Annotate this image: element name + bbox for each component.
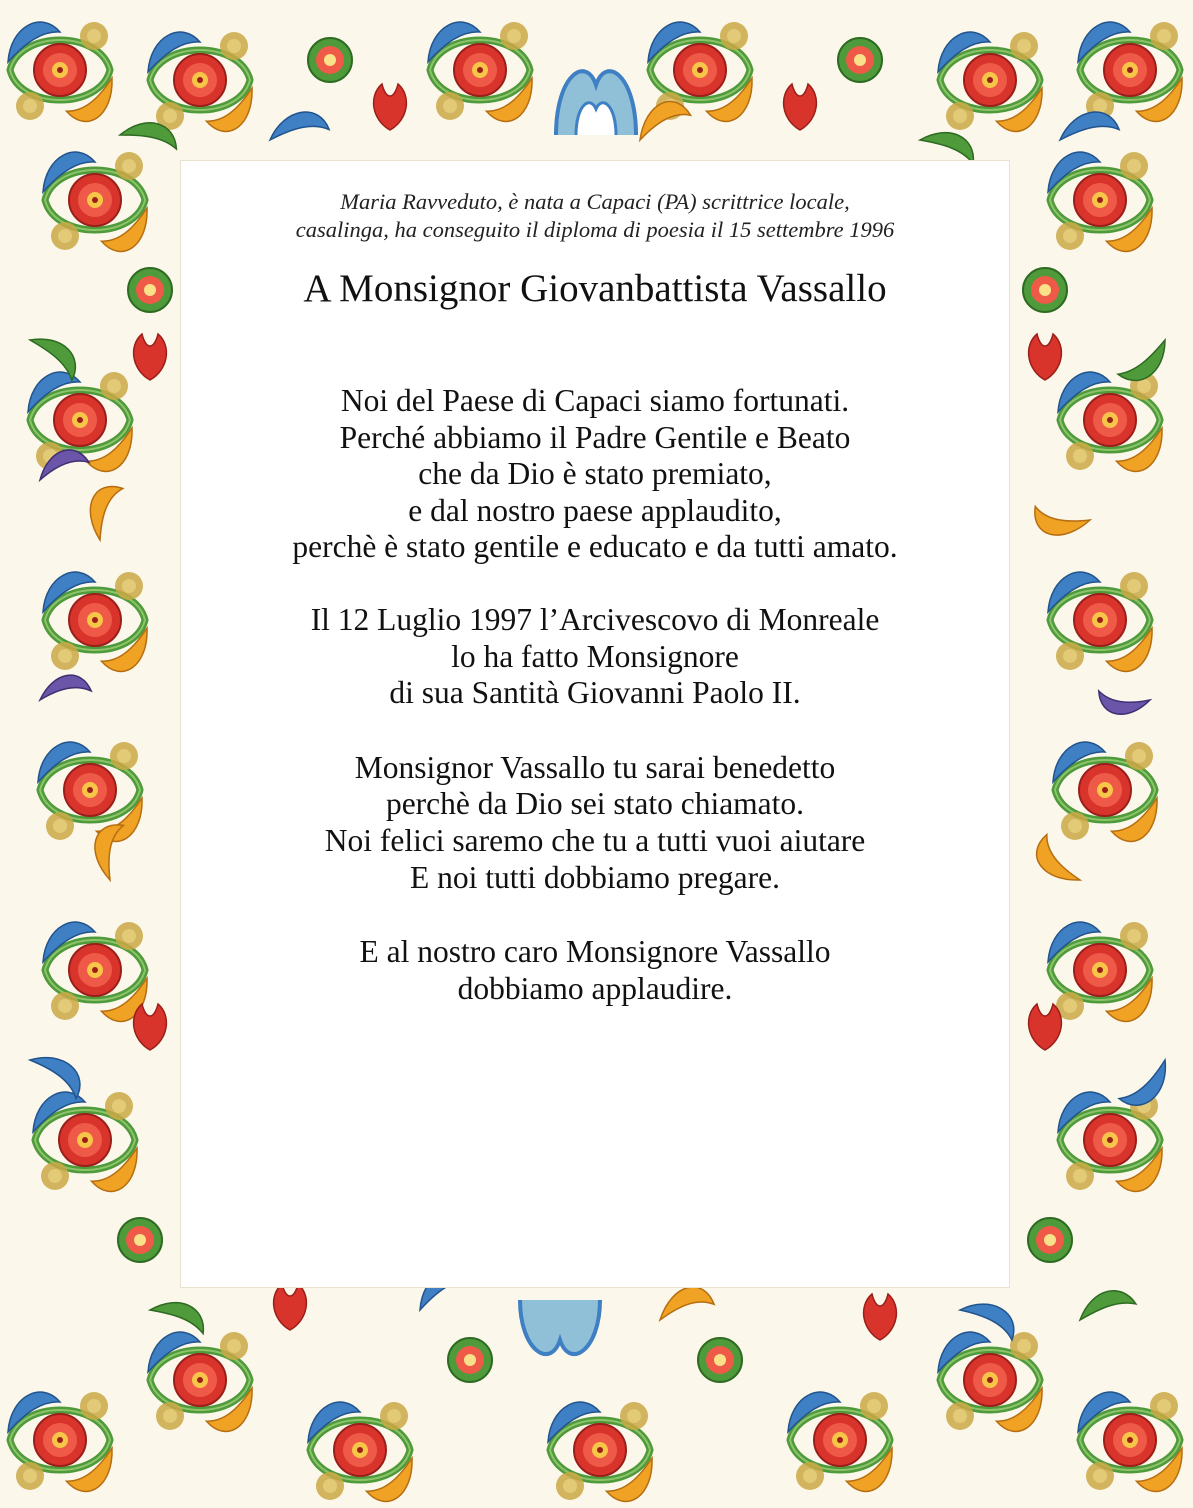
stanza-3 — [180, 750, 1010, 896]
poem-text — [180, 160, 1010, 1288]
stanza-4 — [180, 934, 1010, 1007]
poem-line: e dal nostro paese applaudito, — [408, 492, 782, 528]
author-intro-line: casalinga, ha conseguito il diploma di poesia il 15 settembre 1996 — [295, 217, 895, 242]
poem-line: lo ha fatto Monsignore — [451, 638, 739, 674]
poem-title: A Monsignor Giovanbattista Vassallo — [303, 267, 887, 310]
poem-line: Noi del Paese di Capaci siamo fortunati. — [340, 383, 850, 418]
poem-line: di sua Santità Giovanni Paolo II. — [389, 675, 801, 711]
stanza-1 — [180, 383, 1010, 566]
poem-line: che da Dio è stato premiato, — [418, 456, 772, 492]
author-intro-line: Maria Ravveduto, è nata a Capaci (PA) scrittrice locale, — [340, 189, 850, 214]
poem-line: Perché abbiamo il Padre Gentile e Beato — [339, 419, 851, 455]
poem-line: perchè da Dio sei stato chiamato. — [385, 786, 805, 822]
author-intro — [180, 188, 1010, 244]
poem-line: Il 12 Luglio 1997 l’Arcivescovo di Monreale — [310, 601, 880, 637]
poem-line: perchè è stato gentile e educato e da tutti amato. — [292, 529, 898, 565]
poem-line: dobbiamo applaudire. — [457, 970, 733, 1006]
poem-line: Noi felici saremo che tu a tutti vuoi aiutare — [324, 822, 866, 858]
poem-line: Monsignor Vassallo tu sarai benedetto — [354, 749, 836, 785]
stanza-2 — [180, 602, 1010, 712]
poem-line: E noi tutti dobbiamo pregare. — [409, 859, 781, 895]
poem-line: E al nostro caro Monsignore Vassallo — [359, 934, 831, 970]
